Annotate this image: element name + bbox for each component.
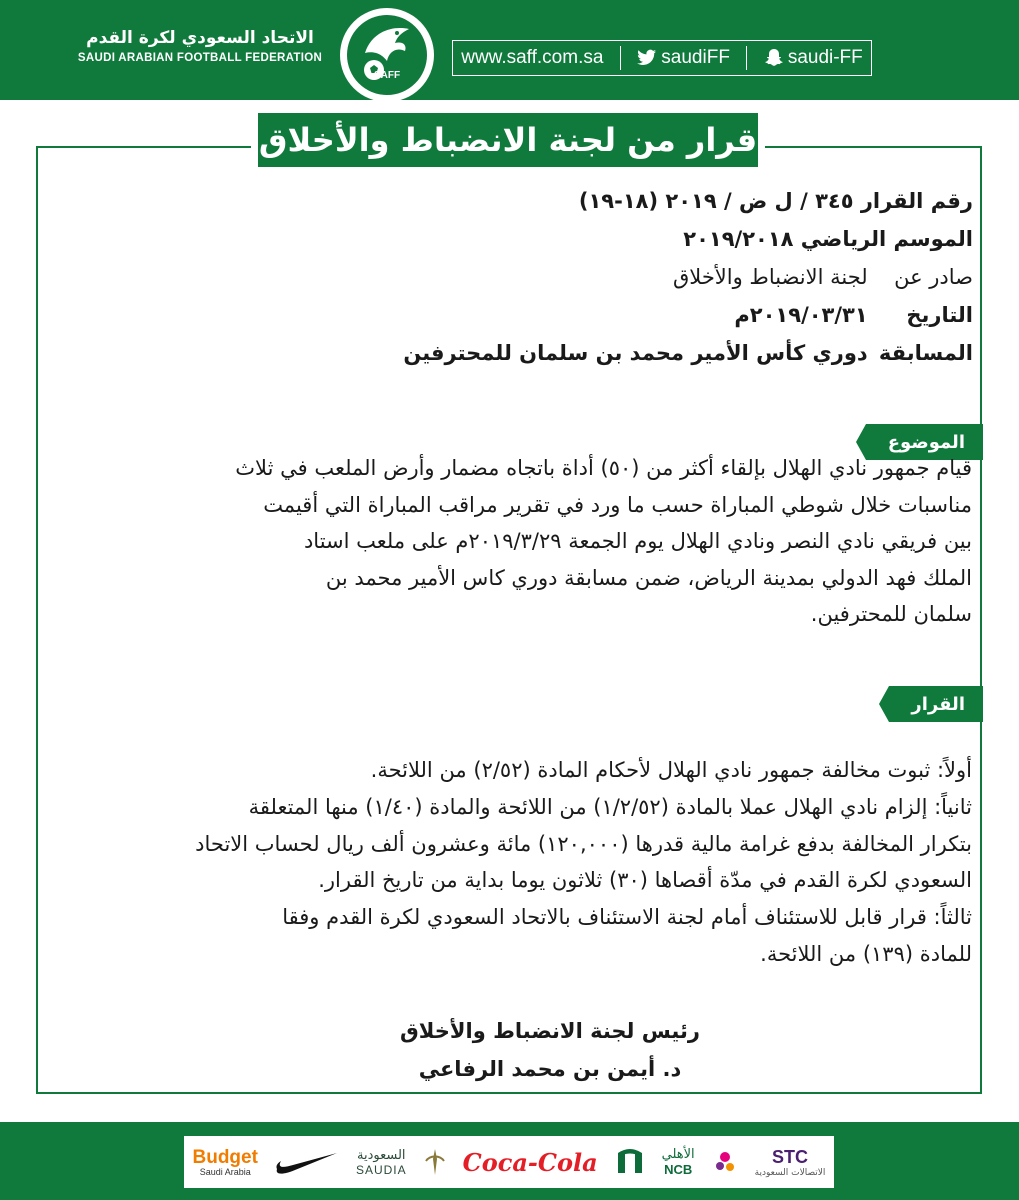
decision-heading: القرار (889, 686, 983, 722)
subject-text (52, 450, 972, 633)
twitter-handle: saudiFF (661, 47, 730, 68)
divider (746, 46, 747, 70)
subject-line: سلمان للمحترفين. (810, 602, 972, 626)
info-row-season (333, 220, 973, 258)
saudia-ar-text: السعودية (357, 1147, 406, 1163)
logo-text: SAFF (373, 70, 401, 81)
stc-ar-text: الاتصالات السعودية (754, 1167, 826, 1178)
decision-line: السعودي لكرة القدم في مدّة أقصاها (٣٠) ثلاثون يوما بداية من تاريخ القرار. (318, 868, 972, 893)
subject-heading: الموضوع (866, 424, 983, 460)
social-links (452, 40, 872, 76)
info-value: ٢٠١٩/٠٣/٣١م (734, 303, 868, 327)
decision-info (333, 182, 973, 372)
signature-block (380, 1012, 720, 1088)
federation-name (60, 28, 340, 64)
decision-text (52, 752, 972, 973)
signatory-name: د. أيمن بن محمد الرفاعي (418, 1057, 682, 1081)
info-label: الموسم الرياضي (800, 227, 973, 251)
twitter-link[interactable] (637, 47, 730, 69)
ncb-emblem-icon (615, 1147, 645, 1177)
stc-text: STC (772, 1146, 809, 1167)
info-row-competition (333, 334, 973, 372)
subject-line: الملك فهد الدولي بمدينة الرياض، ضمن مسابقة دوري كاس الأمير محمد بن (325, 565, 972, 590)
saff-logo (340, 8, 434, 102)
decision-line: أولاً: ثبوت مخالفة جمهور نادي الهلال لأحكام المادة (٢/٥٢) من اللائحة. (370, 758, 972, 782)
info-value: لجنة الانضباط والأخلاق (673, 265, 868, 289)
info-label: صادر عن (894, 265, 973, 289)
decision-line: ثالثاً: قرار قابل للاستئناف أمام لجنة الاستئناف بالاتحاد السعودي لكرة القدم وفقا (282, 905, 972, 930)
sponsor-ncb (662, 1147, 695, 1177)
info-value: ٢٠١٩/٢٠١٨ (683, 227, 794, 251)
info-label: المسابقة (878, 341, 973, 365)
info-value: ٣٤٥ / ل ض / ٢٠١٩ (١٨-١٩) (578, 189, 854, 213)
signatory-position: رئيس لجنة الانضباط والأخلاق (400, 1019, 700, 1043)
info-label: التاريخ (906, 303, 973, 327)
website-link[interactable] (461, 47, 603, 69)
sponsor-stc (755, 1147, 826, 1178)
info-row-number (333, 182, 973, 220)
decision-line: بتكرار المخالفة بدفع غرامة مالية قدرها (١٢٠,٠٠٠) مائة وعشرون ألف ريال لحساب الاتحاد (195, 831, 972, 856)
sponsor-saudia (356, 1148, 407, 1177)
budget-sub-text: Saudi Arabia (199, 1167, 251, 1177)
subject-line: مناسبات خلال شوطي المباراة حسب ما ورد في تقرير مراقب المباراة التي أقيمت (263, 492, 972, 517)
ncb-en-text: NCB (664, 1162, 693, 1177)
stc-emblem-icon (712, 1149, 738, 1175)
decision-line: للمادة (١٣٩) من اللائحة. (760, 941, 972, 966)
subject-line: قيام جمهور نادي الهلال بإلقاء أكثر من (٥٠) أداة باتجاه مضمار وأرض الملعب في ثلاث (235, 456, 972, 480)
divider (620, 46, 621, 70)
sponsor-cocacola: Coca-Cola (462, 1147, 598, 1177)
website-text: www.saff.com.sa (461, 47, 604, 68)
saudia-emblem-icon (424, 1147, 446, 1177)
decision-line: ثانياً: إلزام نادي الهلال عملا بالمادة (١/٢/٥٢) من اللائحة والمادة (١/٤٠) منها المتعلقة (248, 794, 972, 819)
snapchat-icon (764, 48, 784, 68)
nike-swoosh-icon (275, 1149, 339, 1175)
info-row-date (333, 296, 973, 334)
ncb-ar-text: الأهلي (661, 1147, 695, 1162)
sponsors-strip (184, 1136, 834, 1188)
subject-line: بين فريقي نادي النصر ونادي الهلال يوم الجمعة ٢٠١٩/٣/٢٩م على ملعب استاد (303, 529, 972, 553)
twitter-icon (637, 49, 657, 67)
info-row-issuer (333, 258, 973, 296)
page-title: قرار من لجنة الانضباط والأخلاق (258, 113, 758, 167)
sponsor-budget (193, 1147, 258, 1177)
info-label: رقم القرار (860, 189, 973, 213)
snapchat-link[interactable] (764, 47, 863, 69)
title-box (251, 108, 765, 172)
header-bar (0, 0, 1019, 100)
info-value: دوري كأس الأمير محمد بن سلمان للمحترفين (403, 341, 868, 365)
snapchat-handle: saudi-FF (787, 47, 863, 68)
saudia-en-text: SAUDIA (355, 1162, 407, 1177)
federation-name-ar: الاتحاد السعودي لكرة القدم (86, 28, 314, 48)
budget-logo-text: Budget (192, 1147, 258, 1168)
federation-name-en: SAUDI ARABIAN FOOTBALL FEDERATION (77, 52, 323, 64)
